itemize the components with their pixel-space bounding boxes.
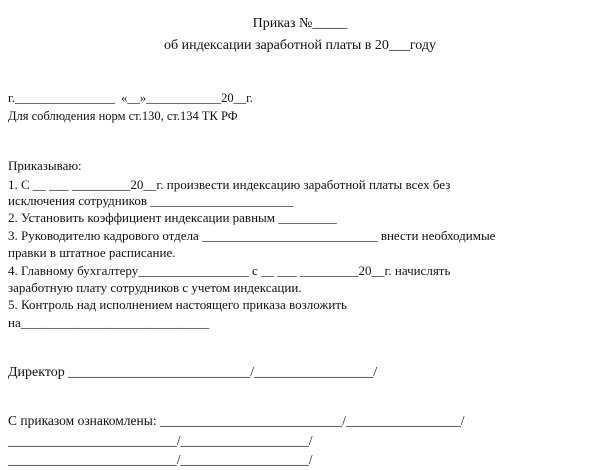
order-title: Приказ №_____ (252, 16, 348, 31)
place-date-line: г.________________ «__»____________20__г. (8, 91, 253, 105)
signature-line: _________________________/___________________/ (8, 433, 313, 448)
acknowledgement-line: С приказом ознакомлены: ___________________________/_________________/ (8, 413, 465, 428)
order-item-5: 5. Контроль над исполнением настоящего приказа возложить (8, 297, 347, 312)
order-subtitle: об индексации заработной платы в 20___году (163, 38, 437, 53)
order-item-1-cont: исключения сотрудников ______________________ (8, 193, 294, 208)
order-item-3: 3. Руководителю кадрового отдела ___________________________ внести необходимые (8, 228, 496, 243)
legal-basis-line: Для соблюдения норм ст.130, ст.134 ТК РФ (8, 109, 238, 123)
order-item-4-cont: заработную плату сотрудников с учетом индексации. (8, 280, 302, 295)
order-intro: Приказываю: (8, 158, 82, 173)
order-item-1: 1. С __ ___ _________20__г. произвести индексацию заработной платы всех без (8, 177, 451, 192)
signature-line: _________________________/___________________/ (8, 452, 313, 467)
director-signature-line: Директор __________________________/_________________/ (8, 365, 378, 380)
order-item-2: 2. Установить коэффициент индексации равным _________ (8, 210, 337, 225)
order-item-5-cont: на_____________________________ (8, 315, 210, 330)
order-item-3-cont: правки в штатное расписание. (8, 245, 176, 260)
order-item-4: 4. Главному бухгалтеру_________________ с __ ___ _________20__г. начислять (8, 263, 451, 278)
